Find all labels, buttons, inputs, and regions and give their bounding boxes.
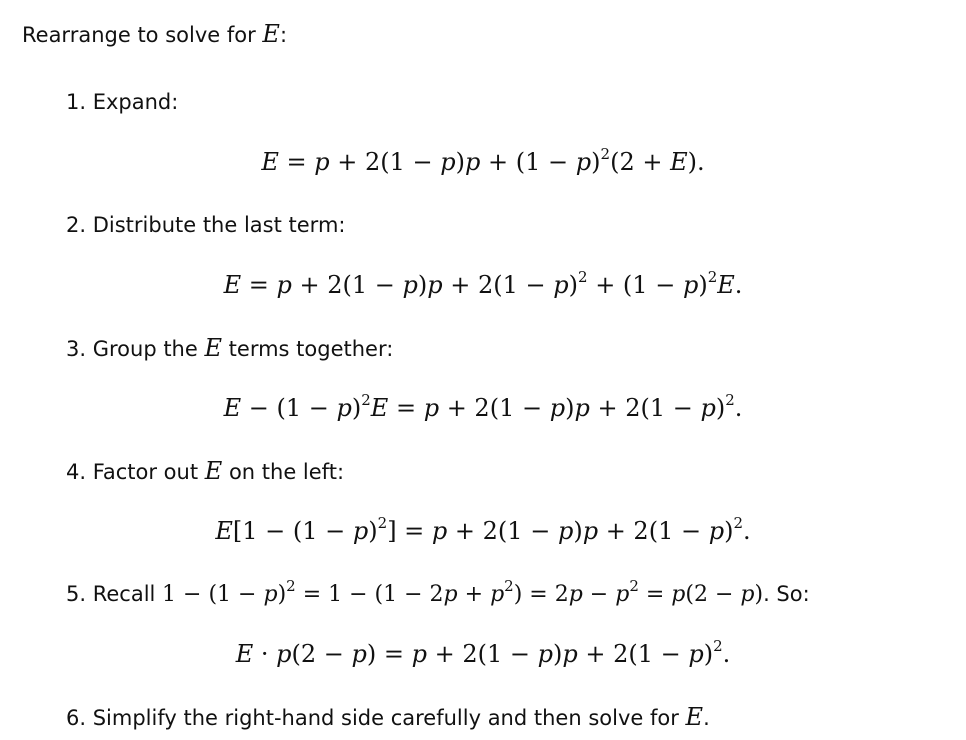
step-4-label-before: 4. Factor out (66, 460, 205, 484)
equation-2: $E = p + 2(1 - p)p + 2(1 - p)^2 + (1 - p)^2E$. (223, 268, 743, 299)
intro-text-before: Rearrange to solve for (22, 23, 263, 47)
equation-1: $E = p + 2(1 - p)p + (1 - p)^2(2 + E)$. (261, 145, 705, 176)
step-3-label-before: 3. Group the (66, 337, 205, 361)
step-3-label-after: terms together: (222, 337, 394, 361)
step-6-label (66, 703, 710, 732)
step-6-label-after: . (703, 706, 710, 730)
step-5-inline-math: $1 - (1 - p)^2 = 1 - (1 - 2p + p^2) = 2p - p^2 = p(2 - p)$ (162, 576, 764, 607)
intro-variable: E (262, 20, 280, 48)
step-6-variable: E (685, 703, 704, 731)
intro-text (22, 20, 287, 49)
step-4-label-after: on the left: (222, 460, 345, 484)
step-1-label: 1. Expand: (66, 90, 179, 114)
step-6-label-before: 6. Simplify the right-hand side carefully and then solve for (66, 706, 686, 730)
step-3-label (66, 334, 393, 363)
step-4-label (66, 457, 344, 486)
step-3-variable: E (204, 334, 222, 362)
intro-text-after: : (279, 23, 288, 47)
equation-4: $E[1 - (1 - p)^2] = p + 2(1 - p)p + 2(1 - p)^2$. (215, 514, 751, 545)
step-2-label: 2. Distribute the last term: (66, 213, 346, 237)
equation-5: $E \cdot p(2 - p) = p + 2(1 - p)p + 2(1 - p)^2$. (235, 637, 731, 668)
equation-3: $E - (1 - p)^2E = p + 2(1 - p)p + 2(1 - p)^2$. (223, 391, 743, 422)
step-5-label-after: . So: (763, 582, 810, 606)
step-4-variable: E (204, 457, 223, 485)
step-5-label (66, 576, 810, 609)
step-5-label-before: 5. Recall (66, 582, 163, 606)
